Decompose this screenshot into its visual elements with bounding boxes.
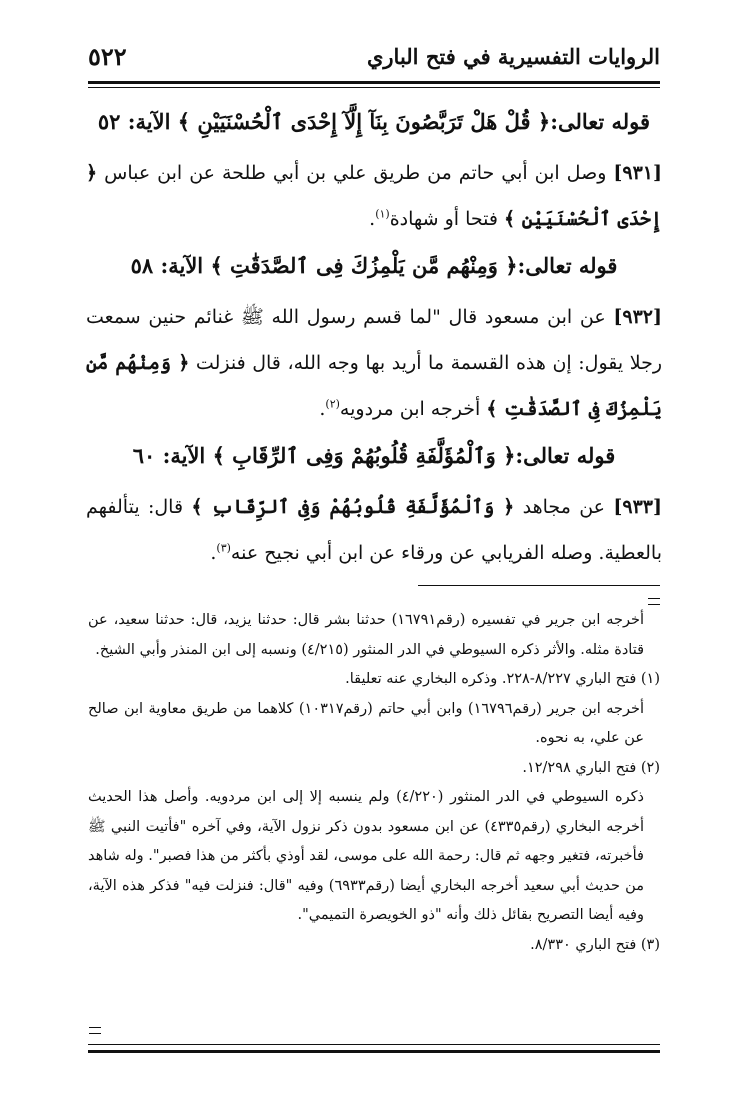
narration-text: عن مجاهد bbox=[514, 496, 614, 518]
footnote-3-detail: ذكره السيوطي في الدر المنثور (٤/٢٢٠) ولم ينسبه إلا إلى ابن مردويه. وأصل هذا الحديث أخرجه البخاري (رقم٤٣٣٥) عن ابن مسعود بدون ذكر نزول الآية، وفي آخره "فأتيت النبي ﷺ فأخبرته، فتغير وجهه ثم قال: رحمة الله على موسى، لقد أوذي بأكثر من هذا فصبر". وله شاهد من حديث أبي سعيد أخرجه البخاري أيضا (رقم٦٩٣٣) وفيه "قال: فنزلت فيه" فذكر هذه الآية، وفيه أيضا التصريح بقائل ذلك وأنه "ذو الخويصرة التميمي". bbox=[88, 789, 645, 923]
quran-quote: ﴿ إِحْدَى ٱلْحُسْنَيَيْنِ ﴾ bbox=[86, 162, 662, 230]
narration-text: عن ابن مسعود قال "لما قسم رسول الله ﷺ غنائم حنين سمعت رجلا يقول: إن هذه القسمة ما أريد بها وجه الله، قال فنزلت bbox=[86, 306, 662, 374]
narration-tail: قال: يتألفهم بالعطية. وصله الفريابي عن ورقاء عن ابن أبي نجيح عنه bbox=[86, 496, 662, 564]
narration-number: [٩٣٢] bbox=[613, 306, 662, 328]
narration-tail: أخرجه ابن مردويه bbox=[339, 398, 487, 420]
narration-text: وصل ابن أبي حاتم من طريق علي بن أبي طلحة عن ابن عباس bbox=[97, 162, 614, 184]
quran-quote: ﴿ وَمِنْهُم مَّن يَلْمِزُكَ فِى ٱلصَّدَقَٰتِ ﴾ bbox=[86, 352, 662, 420]
footnotes bbox=[88, 606, 660, 960]
footnote-2-detail: أخرجه ابن جرير (رقم١٦٧٩٦) وابن أبي حاتم (رقم١٠٣١٧) كلاهما من طريق معاوية ابن صالح عن علي، به نحوه. bbox=[88, 700, 645, 746]
running-header bbox=[88, 40, 660, 80]
footnote-ref: (١) bbox=[375, 207, 390, 221]
narration-end: . bbox=[369, 208, 376, 230]
narration-number: [٩٣٣] bbox=[613, 496, 662, 518]
footnote-ref: (٣) bbox=[216, 541, 231, 555]
narration-end: . bbox=[319, 398, 326, 420]
page-number: ٥٢٢ bbox=[88, 42, 127, 71]
main-text bbox=[86, 100, 662, 576]
header-rule-thin bbox=[88, 87, 660, 88]
header-rule-thick bbox=[88, 81, 660, 84]
quran-quote: ﴿ وَٱلْمُؤَلَّفَةِ قُلُوبُهُمْ وَفِى ٱلرِّقَابِ ﴾ bbox=[191, 496, 515, 518]
verse-heading-58: قوله تعالى:﴿ وَمِنْهُم مَّن يَلْمِزُكَ فِى ٱلصَّدَقَٰتِ ﴾ الآية: ٥٨ bbox=[130, 253, 618, 278]
narration-number: [٩٣١] bbox=[613, 162, 662, 184]
continuation-mark bbox=[89, 1027, 101, 1034]
narration-end: . bbox=[210, 542, 217, 564]
footnote-1: (١) فتح الباري ٨/٢٢٧-٢٢٨. وذكره البخاري عنه تعليقا. bbox=[345, 671, 660, 687]
narration-931 bbox=[86, 150, 662, 242]
verse-heading-60: قوله تعالى:﴿ وَٱلْمُؤَلَّفَةِ قُلُوبُهُمْ وَفِى ٱلرِّقَابِ ﴾ الآية: ٦٠ bbox=[132, 443, 616, 468]
footer-rule-thin bbox=[88, 1044, 660, 1045]
continuation-mark bbox=[648, 598, 660, 605]
footer-rule-thick bbox=[88, 1050, 660, 1053]
verse-heading-52: قوله تعالى:﴿ قُلْ هَلْ تَرَبَّصُونَ بِنَآ إِلَّآ إِحْدَى ٱلْحُسْنَيَيْنِ ﴾ الآية: ٥٢ bbox=[97, 109, 651, 134]
footnote-3: (٣) فتح الباري ٨/٣٣٠. bbox=[530, 936, 660, 953]
narration-933 bbox=[86, 484, 662, 576]
narration-932 bbox=[86, 294, 662, 432]
narration-tail: فتحا أو شهادة bbox=[389, 208, 505, 230]
running-title: الروايات التفسيرية في فتح الباري bbox=[366, 44, 660, 69]
footnote-separator bbox=[418, 585, 660, 586]
footnote-1-detail: أخرجه ابن جرير في تفسيره (رقم١٦٧٩١) حدثنا بشر قال: حدثنا يزيد، قال: حدثنا سعيد، عن قتادة مثله. والأثر ذكره السيوطي في الدر المنثور (٤/٢١٥) ونسبه إلى ابن المنذر وأبي الشيخ. bbox=[88, 612, 644, 658]
footnote-2: (٢) فتح الباري ١٢/٢٩٨. bbox=[522, 759, 660, 776]
footnote-ref: (٢) bbox=[325, 397, 340, 411]
